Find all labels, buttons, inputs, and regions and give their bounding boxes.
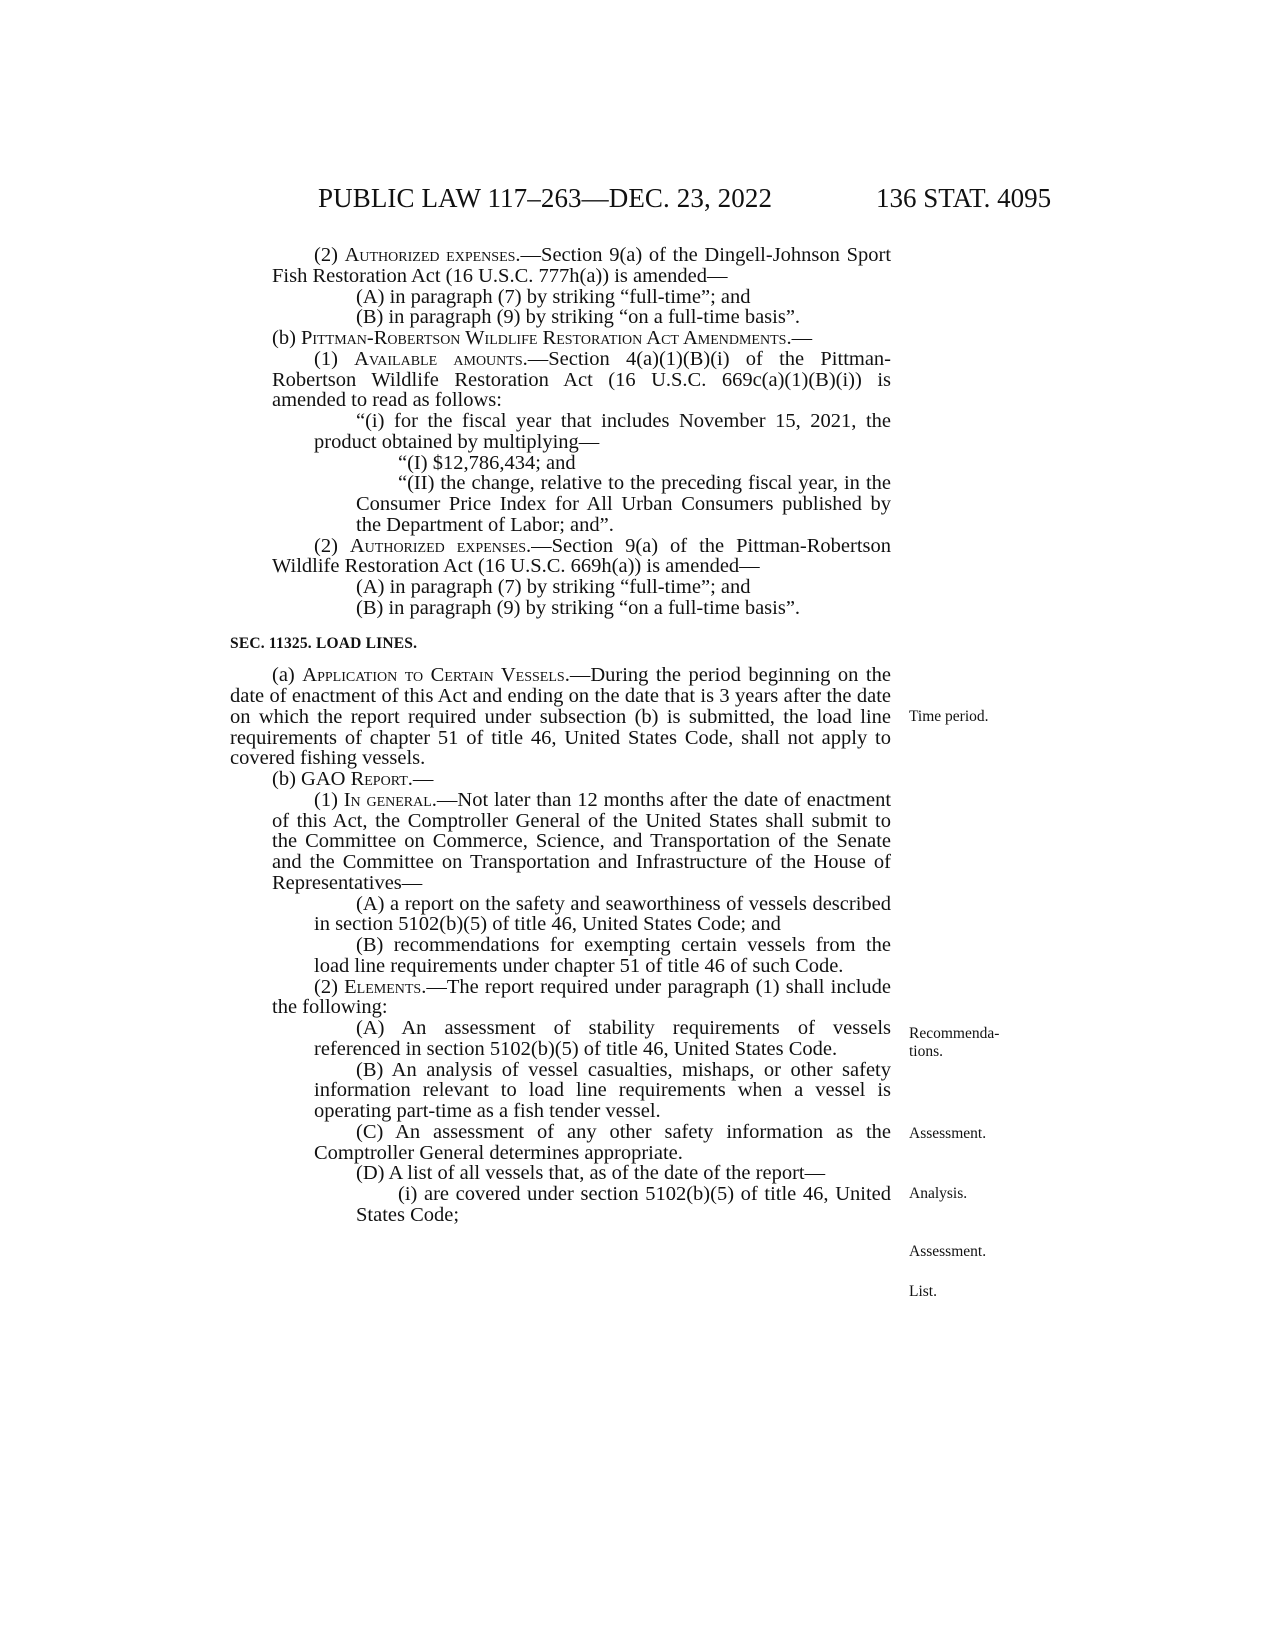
subparagraph-a: (A) in paragraph (7) by striking “full-time”; and [356,576,751,598]
element-d-list: (D) A list of all vessels that, as of the date of the report— [356,1162,826,1185]
paragraph-elements: (2) Elements.—The report required under paragraph (1) shall include the following: [272,975,892,1019]
quoted-subclause-II: “(II) the change, relative to the preceding fiscal year, in the Consumer Price Index for All Urban Consumers published by the Department of Labor; and”. [356,472,891,536]
section-heading: SEC. 11325. LOAD LINES. [230,634,418,652]
margin-note-assessment: Assessment. [909,1243,987,1260]
margin-note-time-period: Time period. [909,708,989,725]
running-header-title: PUBLIC LAW 117–263—DEC. 23, 2022 [318,183,773,213]
page-stat-number: 136 STAT. 4095 [876,183,1052,213]
paragraph-authorized-expenses-dingell: (2) Authorized expenses.—Section 9(a) of the Dingell-Johnson Sport Fish Restoration Act (16 U.S.C. 777h(a)) is amended— [272,244,892,287]
subparagraph-a: (A) in paragraph (7) by striking “full-time”; and [356,285,751,308]
margin-note-analysis: Analysis. [909,1185,968,1202]
paragraph-in-general: (1) In general.—Not later than 12 months after the date of enactment of this Act, the Comptroller General of the United States shall submit to the Committee on Commerce, Science, and Transportation of the Senate and the Committee on Transportation and Infrastructure of the House of Representatives— [272,788,892,894]
quoted-subclause-I: “(I) $12,786,434; and [398,451,576,474]
paragraph-available-amounts: (1) Available amounts.—Section 4(a)(1)(B)(i) of the Pittman-Robertson Wildlife Restoration Act (16 U.S.C. 669c(a)(1)(B)(i)) is amended to read as follows: [272,347,892,412]
subparagraph-b-recommendations: (B) recommendations for exempting certain vessels from the load line requirements under chapter 51 of title 46 of such Code. [314,934,891,977]
subparagraph-a-report: (A) a report on the safety and seaworthiness of vessels described in section 5102(b)(5) of title 46, United States Code; and [314,892,891,936]
subsection-b-pittman-robertson: (b) Pittman-Robertson Wildlife Restoration Act Amendments.— [272,327,813,349]
element-a-assessment: (A) An assessment of stability requirements of vessels referenced in section 5102(b)(5) of title 46, United States Code. [314,1017,891,1060]
quoted-clause-i: “(i) for the fiscal year that includes November 15, 2021, the product obtained by multiplying— [314,410,891,453]
element-c-assessment: (C) An assessment of any other safety information as the Comptroller General determines appropriate. [314,1120,891,1164]
subsection-b-gao-report: (b) GAO Report.— [272,768,434,790]
subparagraph-b: (B) in paragraph (9) by striking “on a full-time basis”. [356,306,801,329]
margin-note-recommendations: Recommenda- tions. [909,1025,1000,1060]
subparagraph-b: (B) in paragraph (9) by striking “on a full-time basis”. [356,596,801,619]
margin-note-list: List. [909,1283,937,1300]
clause-i-covered-vessels: (i) are covered under section 5102(b)(5) of title 46, United States Code; [356,1183,891,1226]
margin-note-assessment: Assessment. [909,1125,987,1142]
subsection-a-application: (a) Application to Certain Vessels.—During the period beginning on the date of enactment of this Act and ending on the date that is 3 years after the date on which the report required under subsection (b) is submitted, the load line requirements of chapter 51 of title 46, United States Code, shall not apply to covered fishing vessels. [230,664,891,770]
paragraph-authorized-expenses-pittman: (2) Authorized expenses.—Section 9(a) of the Pittman-Robertson Wildlife Restoration Act (16 U.S.C. 669h(a)) is amended— [272,534,891,578]
body-text [230,245,891,1226]
element-b-analysis: (B) An analysis of vessel casualties, mishaps, or other safety information relevant to load line requirements when a vessel is operating part-time as a fish tender vessel. [314,1058,891,1122]
